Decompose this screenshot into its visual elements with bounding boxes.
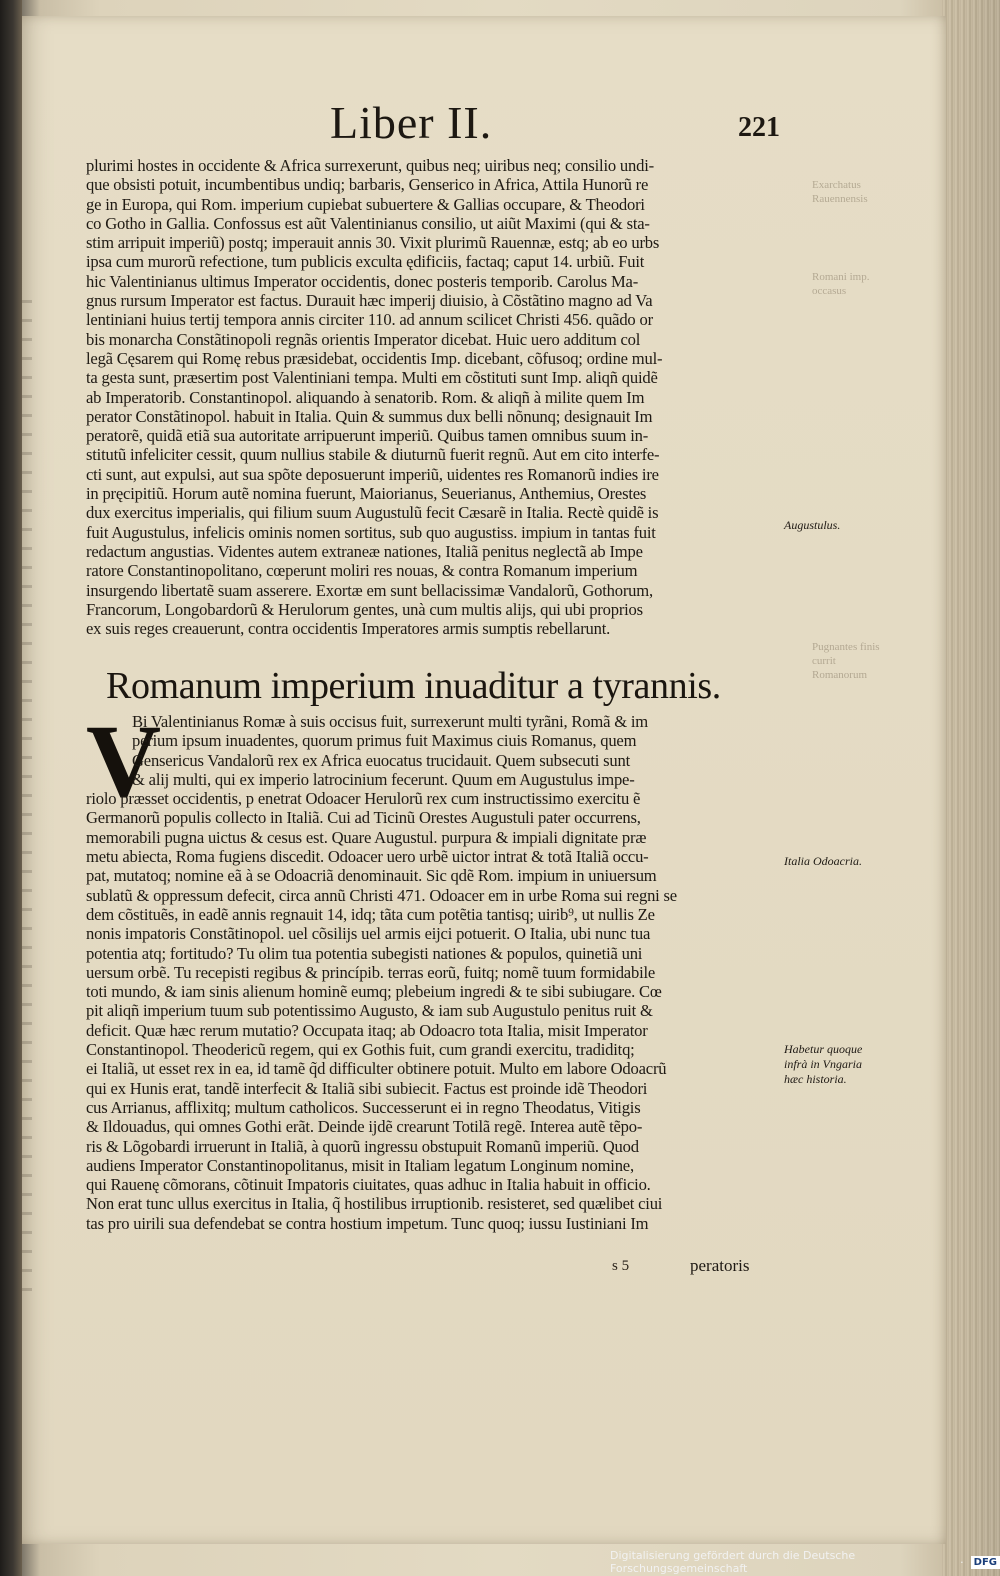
text-line: cti sunt, aut expulsi, aut sua spõte deposuerunt imperiũ, uidentes res Romanorũ indies ire (86, 464, 659, 484)
page-header (330, 96, 780, 156)
text-line: Constantinopol. Theodericũ regem, qui ex Gothis fuit, cum grandi exercitu, tradiditq; (86, 1040, 635, 1060)
facing-page-bleed (22, 300, 32, 1300)
text-line: perator Constãtinopol. habuit in Italia. Quin & summus dux belli nõnunq; designauit Im (86, 406, 653, 426)
marginal-note-italia-odoacria: Italia Odoacria. (784, 854, 862, 868)
text-line: dux exercitus imperialis, qui filium suum Augustulũ fecit Cæsarẽ in Italia. Rectè quidẽ is (86, 503, 659, 523)
text-line: ex suis reges creauerunt, contra occidentis Imperatores armis sumptis rebellarunt. (86, 619, 611, 639)
text-line: & Ildouadus, qui omnes Gothi erãt. Deinde ijdẽ crearunt Totilã regẽ. Interea autẽ tẽpo- (86, 1117, 643, 1137)
text-line: nonis impatoris Constãtinopol. uel cõsilijs uel armis eijci potuerit. O Italia, ubi nunc tua (86, 924, 651, 944)
folio-number: 221 (738, 112, 780, 143)
marginal-note-augustulus: Augustulus. (784, 518, 841, 532)
dfg-logo: DFG (971, 1556, 1000, 1569)
text-line: metu abiecta, Roma fugiens discedit. Odoacer uero urbẽ uictor intrat & totã Italiã occu- (86, 847, 649, 867)
show-through-text: Romani imp. occasus (812, 271, 870, 297)
text-line: qui Rauenę cõmorans, cõtinuit Impatoris ciuitates, quas adhuc in Italia habuit in officio. (86, 1175, 651, 1195)
drop-capital: V (86, 704, 162, 819)
book-gutter (0, 0, 22, 1576)
text-line: potentia atq; fortitudo? Tu olim tua potentia subegisti nationes & populos, quinetiã uni (86, 943, 643, 963)
text-line: toti mundo, & iam sinis alienum hominẽ eumq; plebeium ingredi & te sibi subiugare. Cœ (86, 982, 662, 1002)
text-line: uersum orbẽ. Tu recepisti regibus & princípib. terras eorũ, fuitq; nomẽ tuum formidabile (86, 962, 656, 982)
text-line: bis monarcha Constãtinopoli regnãs orientis Imperator dicebat. Huic uero additum col (86, 329, 641, 349)
catchword: peratoris (690, 1256, 750, 1275)
text-line: Bi Valentinianus Romæ à suis occisus fuit, surrexerunt multi tyrãni, Romã & im (132, 712, 648, 731)
text-line: & alij multi, qui ex imperio latrocinium fecerunt. Quum em Augustulus impe- (132, 769, 635, 789)
text-line: plurimi hostes in occidente & Africa surrexerunt, quibus neq; uiribus neq; consilio undi- (86, 156, 654, 175)
text-line: memorabili pugna uictus & cesus est. Quare Augustul. purpura & impiali dignitate præ (86, 827, 647, 847)
body-text-top (86, 156, 780, 638)
text-line: audiens Imperator Constantinopolitanus, misit in Italiam legatum Longinum nomine, (86, 1155, 634, 1175)
text-line: ipsa cum murorũ refectione, tum publicis exculta ędificiis, factaq; caput 14. urbiũ. Fuit (86, 252, 645, 272)
text-line: pit aliqñ imperium tuum sub potentissimo Augusto, & iam sub Augustulo penitus ruit & (86, 1001, 653, 1021)
digitization-credit: Digitalisierung gefördert durch die Deutsche Forschungsgemeinschaft · DFG (610, 1552, 1000, 1572)
text-line: ge in Europa, qui Rom. imperium cupiebat subuertere & Gallias occupare, & Theodori (86, 194, 645, 214)
text-line: dem cõstituẽs, in eadẽ annis regnauit 14, idq; tãta cum potẽtia tantisq; uirib⁹, ut nullis Ze (86, 904, 655, 924)
page-edge-stack (942, 0, 1000, 1576)
text-line: tas pro uirili sua defendebat se contra hostium impetum. Tunc quoq; iussu Iustiniani Im (86, 1213, 649, 1233)
text-line: insurgendo libertatẽ suam asserere. Exortæ em sunt bellacissimæ Vandalorũ, Gothorum, (86, 580, 653, 600)
text-line: stim arripuit imperiũ) postq; imperauit annis 30. Vixit plurimũ Rauennæ, estq; ab eo urbs (86, 233, 660, 253)
text-line: ris & Lõgobardi irruerunt in Italiã, à quorũ ingressu obstupuit Romanũ imperiũ. Quod (86, 1136, 639, 1156)
text-line: fuit Augustulus, infelicis ominis nomen sortitus, sub quo augustiss. impium in tantas fuit (86, 522, 656, 542)
marginal-note-habetur: Habetur quoque infrà in Vngaria hæc historia. (784, 1042, 863, 1086)
text-line: ratore Constantinopolitano, cœperunt moliri res nouas, & contra Romanum imperium (86, 561, 638, 581)
text-line: ei Italiã, ut esset rex in ea, id tamẽ q̃d difficulter obtinere potuit. Multo em labore Odoacrũ (86, 1059, 667, 1079)
text-line: pat, mutatoq; nomine eã à se Odoacriã denominauit. Sic qdẽ Rom. impium in uniuersum (86, 866, 657, 886)
text-line: cus Arrianus, afflixitq; multum catholicos. Successerunt ei in regno Theodatus, Vitigis (86, 1097, 641, 1117)
text-line: peratorẽ, quidã etiã sua autoritate arripuerunt imperiũ. Quibus tamen omnibus suum in- (86, 426, 649, 446)
text-line: perium ipsum inuadentes, quorum primus fuit Maximus ciuis Romanus, quem (132, 731, 637, 751)
text-line: gnus rursum Imperator est factus. Durauit hæc imperij diuisio, à Cõstãtino magno ad Va (86, 291, 653, 311)
text-line: hic Valentinianus ultimus Imperator occidentis, donec posteris temporib. Carolus Ma- (86, 271, 639, 291)
running-head: Liber II. (330, 97, 493, 148)
text-line: legã Cęsarem qui Romę rebus præsidebat, occidentis Imp. dicebant, cõfusoq; ordine mul- (86, 348, 663, 368)
text-line: redactum angustias. Videntes autem extraneæ nationes, Italiã penitus neglectã ab Impe (86, 541, 643, 561)
text-line: Germanorũ populis collecto in Italiã. Cui ad Ticinũ Orestes Augustuli pater occurrens, (86, 808, 641, 828)
text-line: ab Imperatorib. Constantinopol. aliquando à senatorib. Rom. & aliqñ à milite quem Im (86, 387, 645, 407)
text-line: riolo præsset occidentis, p enetrat Odoacer Herulorũ rex cum instructissimo exercitu ẽ (86, 789, 641, 809)
text-line: lentiniani huius tertij tempora annis circiter 110. ad annum scilicet Christi 456. quãdo or (86, 310, 653, 330)
text-line: que obsisti potuit, incumbentibus undiq; barbaris, Genserico in Africa, Attila Hunorũ re (86, 175, 649, 195)
text-line: deficit. Quæ hæc rerum mutatio? Occupata itaq; ab Odoacro tota Italia, misit Imperator (86, 1020, 648, 1040)
text-line: in pręcipitiũ. Horum autẽ nomina fuerunt, Maiorianus, Seuerianus, Anthemius, Orestes (86, 484, 647, 504)
text-line: ta gesta sunt, præsertim post Valentiniani tempa. Multi em cõstituti sunt Imp. aliqñ quidẽ (86, 368, 658, 388)
credit-text: Digitalisierung gefördert durch die Deutsche Forschungsgemeinschaft (610, 1549, 856, 1575)
text-line: co Gotho in Gallia. Confossus est aũt Valentinianus consilio, ut aiũt Maximi (qui & sta- (86, 213, 650, 233)
show-through-text: Pugnantes finis currit Romanorum (812, 641, 880, 681)
section-heading: Romanum imperium inuaditur a tyrannis. (106, 665, 721, 707)
signature-mark: s 5 (612, 1258, 630, 1274)
text-line: qui ex Hunis erat, tandẽ interfecit & Italiã sibi subiecit. Factus est proinde idẽ Theodori (86, 1078, 648, 1098)
text-line: Non erat tunc ullus exercitus in Italia, q̃ hostilibus irruptionib. resisteret, sed quælibet ciui (86, 1194, 663, 1214)
body-text-bottom (86, 704, 780, 1233)
text-line: stitutũ infeliciter cessit, quum nullius stabile & diuturnũ fuerit regnũ. Aut em cito interfe- (86, 445, 660, 465)
text-line: sublatũ & oppressum defecit, circa annũ Christi 471. Odoacer em in urbe Roma sui regni se (86, 885, 677, 905)
text-line: Francorum, Longobardorũ & Herulorum gentes, unà cum multis alijs, qui ubi proprios (86, 599, 643, 619)
text-line: Gensericus Vandalorũ rex ex Africa euocatus trucidauit. Quem subsecuti sunt (132, 750, 631, 770)
show-through-text: Exarchatus Rauennensis (812, 179, 868, 205)
